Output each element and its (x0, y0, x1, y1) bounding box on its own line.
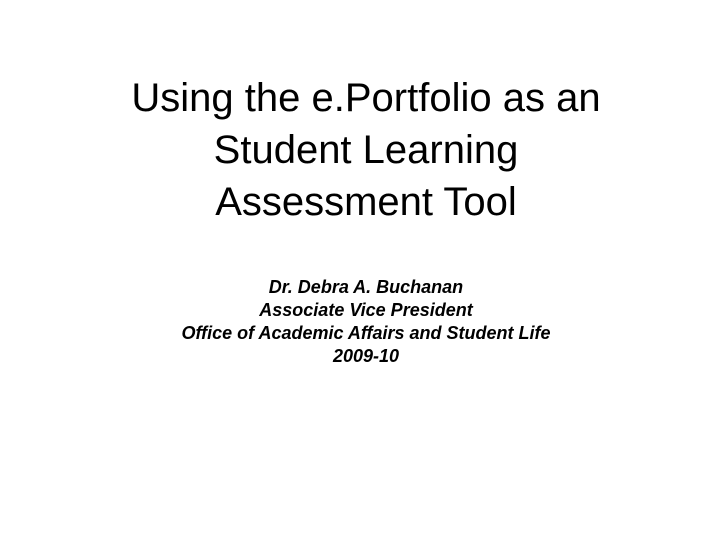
academic-year: 2009-10 (332, 346, 400, 366)
presenter-office: Office of Academic Affairs and Student Life (181, 323, 551, 343)
presenter-name: Dr. Debra A. Buchanan (268, 277, 464, 297)
slide-subtitle (60, 276, 672, 368)
slide-title (60, 72, 672, 228)
title-line-2: Student Learning (213, 128, 519, 172)
title-line-1: Using the e.Portfolio as an (131, 76, 601, 120)
presenter-role: Associate Vice President (259, 300, 473, 320)
title-line-3: Assessment Tool (215, 180, 517, 224)
